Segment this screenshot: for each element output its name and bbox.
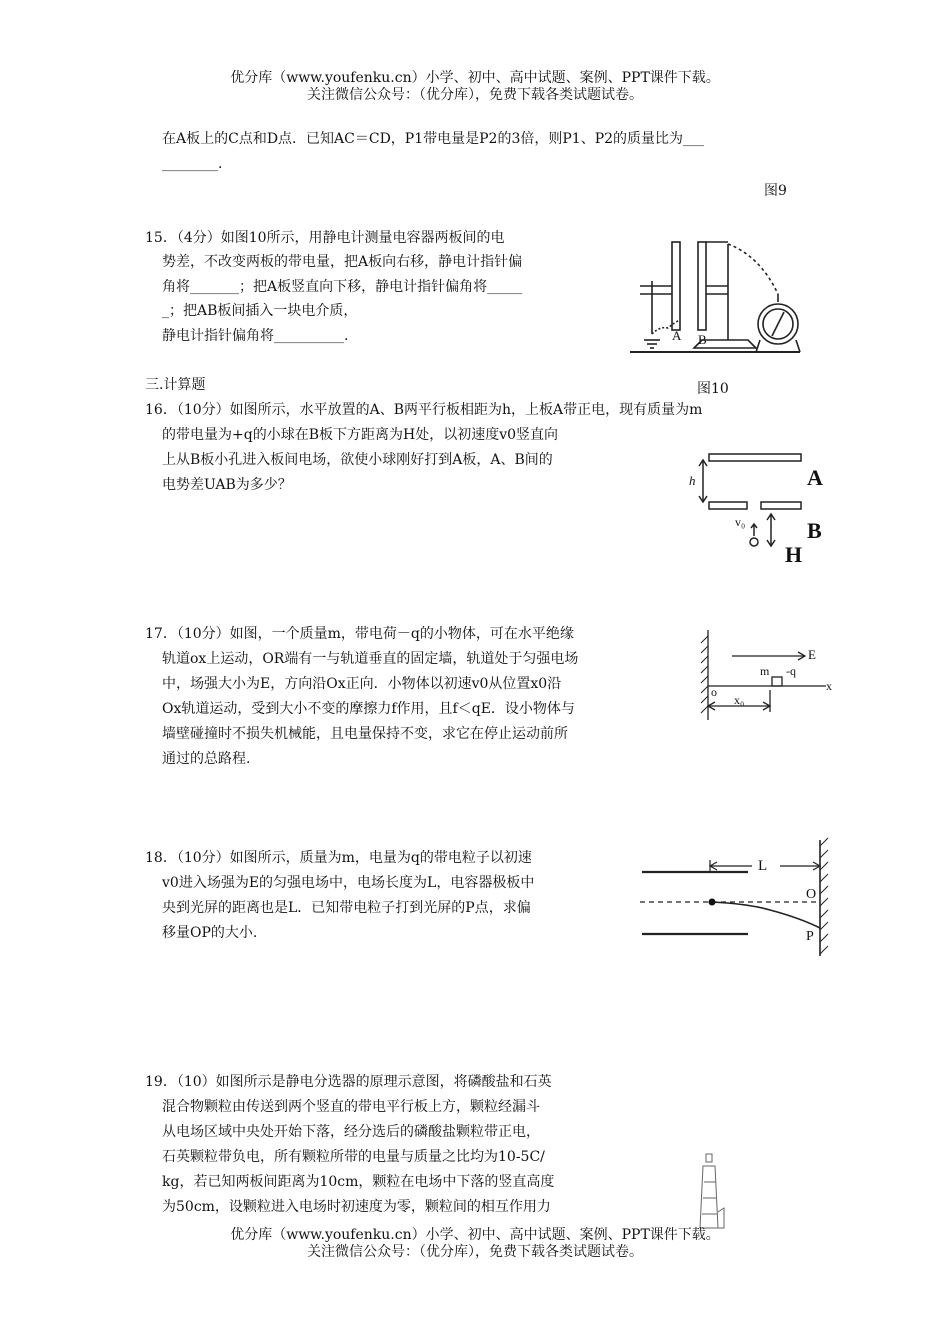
q18-line-1: 18．（10分）如图所示，质量为m，电量为q的带电粒子以初速 <box>145 850 532 866</box>
q19-line-4: 石英颗粒带负电，所有颗粒所带的电量与质量之比均为10-5C/ <box>162 1149 545 1165</box>
q15-line-1: 15．（4分）如图10所示，用静电计测量电容器两板间的电 <box>145 230 505 246</box>
fig18-l: L <box>758 858 768 874</box>
q19-line-6: 为50cm，设颗粒进入电场时初速度为零，颗粒间的相互作用力 <box>162 1199 551 1215</box>
q15-line-3: 角将_______；把A板竖直向下移，静电计指针偏角将_____ <box>162 279 523 295</box>
fig17-x: x <box>826 679 832 693</box>
q17-line-4: Ox轨道运动，受到大小不变的摩擦力f作用，且f＜qE．设小物体与 <box>162 701 575 717</box>
q17-line-6: 通过的总路程. <box>162 751 251 767</box>
figure-10 <box>630 236 800 358</box>
q15-line-2: 势差，不改变两板的带电量，把A板向右移，静电计指针偏 <box>162 254 523 270</box>
fig16-h-small: h <box>689 473 696 488</box>
header-line-1: 优分库（www.youfenku.cn）小学、初中、高中试题、案例、PPT课件下载。 <box>230 70 720 86</box>
q16-line-2: 的带电量为+q的小球在B板下方距离为H处，以初速度v0竖直向 <box>162 427 559 443</box>
fig10-label: 图10 <box>697 381 729 397</box>
q17-line-2: 轨道ox上运动，OR端有一与轨道垂直的固定墙，轨道处于匀强电场 <box>162 651 579 667</box>
fig17-o: o <box>711 685 717 699</box>
q19-line-3: 从电场区域中央处开始下落，经分选后的磷酸盐颗粒带正电， <box>162 1124 540 1140</box>
fig16-h-big: H <box>785 542 803 567</box>
q17-line-5: 墙壁碰撞时不损失机械能，且电量保持不变，求它在停止运动前所 <box>162 726 568 742</box>
q18-line-3: 央到光屏的距离也是L．已知带电粒子打到光屏的P点，求偏 <box>162 900 531 916</box>
q16-line-3: 上从B板小孔进入板间电场，欲使小球刚好打到A板，A、B间的 <box>162 452 553 468</box>
figure-q16 <box>683 450 833 565</box>
fig17-e: E <box>808 647 816 662</box>
q18-line-2: v0进入场强为E的匀强电场中，电场长度为L，电容器极板中 <box>162 875 535 891</box>
fig17-x0: x₀ <box>734 693 745 707</box>
fig18-p: P <box>806 929 814 944</box>
fig16-v0: v₀ <box>735 515 746 529</box>
fig17-m: m <box>760 664 770 678</box>
section-title: 三.计算题 <box>145 377 206 393</box>
q18-line-4: 移量OP的大小. <box>162 925 258 941</box>
q16-line-1: 16．（10分）如图所示，水平放置的A、B两平行板相距为h，上板A带正电，现有质量为m <box>145 402 703 418</box>
figure-q19-fragment <box>698 1152 728 1232</box>
fig10-b-label: B <box>698 332 707 347</box>
q15-line-5: 静电计指针偏角将__________. <box>162 328 349 344</box>
q14-line-2: ________. <box>162 156 223 172</box>
q19-line-2: 混合物颗粒由传送到两个竖直的带电平行板上方，颗粒经漏斗 <box>162 1099 540 1115</box>
q15-line-4: _；把AB板间插入一块电介质， <box>162 303 358 319</box>
q19-line-1: 19．（10）如图所示是静电分选器的原理示意图，将磷酸盐和石英 <box>145 1074 552 1090</box>
figure-q17 <box>698 628 838 723</box>
figure-q18 <box>640 838 840 960</box>
q16-line-4: 电势差UAB为多少？ <box>162 477 292 493</box>
fig10-a-label: A <box>672 328 682 343</box>
fig16-b-label: B <box>807 518 822 543</box>
fig17-q: -q <box>786 664 796 678</box>
header-line-2: 关注微信公众号：（优分库），免费下载各类试题试卷。 <box>307 87 643 103</box>
footer-line-2: 关注微信公众号：（优分库），免费下载各类试题试卷。 <box>307 1244 643 1260</box>
fig9-label: 图9 <box>764 183 787 199</box>
q14-line-1: 在A板上的C点和D点．已知AC＝CD，P1带电量是P2的3倍，则P1、P2的质量比为___ <box>162 131 705 147</box>
q19-line-5: kg，若已知两板间距离为10cm，颗粒在电场中下落的竖直高度 <box>162 1174 555 1190</box>
fig16-a-label: A <box>807 465 823 490</box>
q17-line-1: 17．（10分）如图，一个质量m，带电荷－q的小物体，可在水平绝缘 <box>145 626 574 642</box>
fig18-o: O <box>806 887 817 902</box>
q17-line-3: 中，场强大小为E，方向沿Ox正向．小物体以初速v0从位置x0沿 <box>162 676 562 692</box>
footer-line-1: 优分库（www.youfenku.cn）小学、初中、高中试题、案例、PPT课件下载。 <box>230 1227 720 1243</box>
